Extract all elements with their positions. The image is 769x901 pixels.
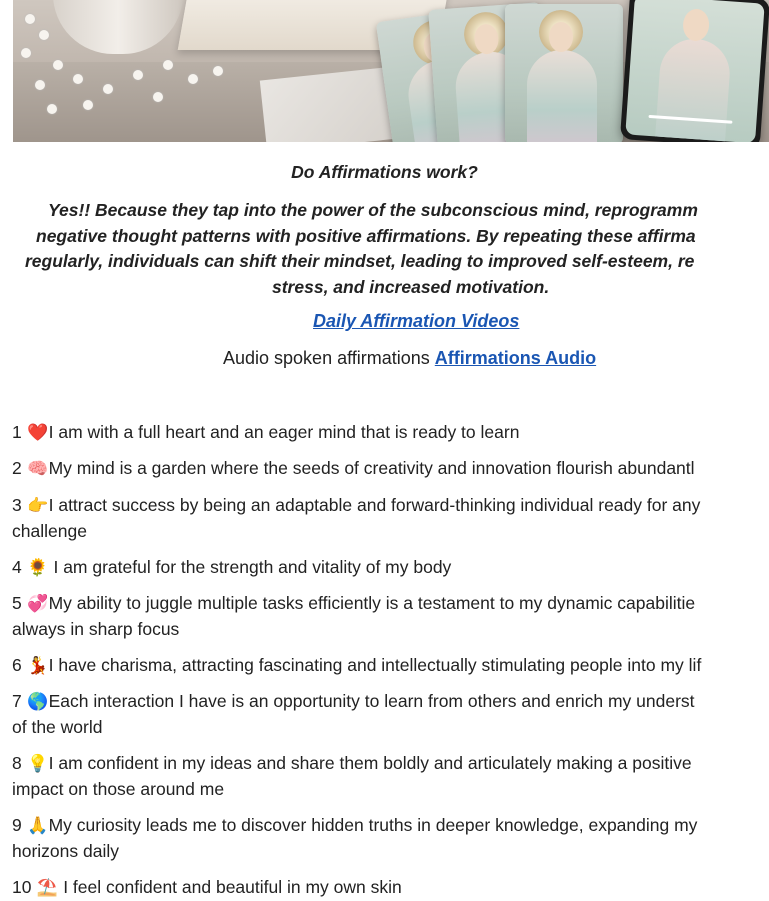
emoji-icon: ❤️ xyxy=(27,423,49,442)
list-item xyxy=(12,591,769,642)
item-text: I feel confident and beautiful in my own skin xyxy=(58,877,402,897)
item-text: impact on those around me xyxy=(12,778,225,799)
item-number: 8 xyxy=(12,753,22,773)
list-item xyxy=(12,420,769,446)
item-number: 4 xyxy=(12,557,22,577)
emoji-icon: 🌎 xyxy=(27,692,49,711)
list-item xyxy=(12,456,769,482)
emoji-icon: ⛱️ xyxy=(36,878,58,897)
item-text: I attract success by being an adaptable and forward-thinking individual ready for any xyxy=(48,495,701,515)
emoji-icon: 🙏 xyxy=(27,816,49,835)
affirmations-audio-link[interactable]: Affirmations Audio xyxy=(434,348,597,368)
banner-image xyxy=(13,0,769,142)
intro-paragraph xyxy=(0,198,769,300)
intro-line: negative thought patterns with positive affirmations. By repeating these affirma xyxy=(36,225,696,246)
item-text: My mind is a garden where the seeds of creativity and innovation flourish abundantl xyxy=(48,458,695,478)
intro-line: regularly, individuals can shift their mindset, leading to improved self-esteem, re xyxy=(25,251,695,271)
daily-affirmation-videos-link[interactable]: Daily Affirmation Videos xyxy=(313,311,520,331)
item-number: 7 xyxy=(12,691,22,711)
emoji-icon: 👉 xyxy=(27,496,49,515)
item-text: My ability to juggle multiple tasks efficiently is a testament to my dynamic capabilitie xyxy=(48,593,696,613)
emoji-icon: 💞 xyxy=(27,594,49,613)
list-item xyxy=(12,813,769,864)
item-text: challenge xyxy=(12,520,87,541)
list-item xyxy=(12,653,769,679)
list-item xyxy=(12,751,769,802)
item-text: always in sharp focus xyxy=(12,618,180,639)
item-number: 6 xyxy=(12,655,22,675)
item-text: of the world xyxy=(12,716,103,737)
list-item xyxy=(12,689,769,740)
emoji-icon: 💃 xyxy=(27,656,49,675)
page-heading: Do Affirmations work? xyxy=(291,162,478,182)
item-number: 1 xyxy=(12,422,22,442)
videos-line xyxy=(313,311,519,332)
banner-card xyxy=(505,4,623,142)
item-text: My curiosity leads me to discover hidden truths in deeper knowledge, expanding my xyxy=(48,815,698,835)
emoji-icon: 🧠 xyxy=(27,459,49,478)
list-item xyxy=(12,555,769,581)
item-text: I am grateful for the strength and vitality of my body xyxy=(48,557,452,577)
intro-line: Yes!! Because they tap into the power of the subconscious mind, reprogramm xyxy=(48,200,698,220)
item-text: I have charisma, attracting fascinating and intellectually stimulating people into my lif xyxy=(48,655,702,675)
intro-line: stress, and increased motivation. xyxy=(272,276,550,297)
audio-prefix: Audio spoken affirmations xyxy=(223,348,435,368)
emoji-icon: 💡 xyxy=(27,754,49,773)
item-number: 5 xyxy=(12,593,22,613)
audio-line xyxy=(223,348,596,369)
item-text: Each interaction I have is an opportunity to learn from others and enrich my underst xyxy=(48,691,695,711)
banner-phone xyxy=(620,0,769,142)
emoji-icon: 🌻 xyxy=(27,558,49,577)
list-item xyxy=(12,875,769,901)
item-text: I am with a full heart and an eager mind that is ready to learn xyxy=(48,422,520,442)
item-text: horizons daily xyxy=(12,840,119,861)
list-item xyxy=(12,493,769,544)
item-number: 3 xyxy=(12,495,22,515)
item-number: 9 xyxy=(12,815,22,835)
item-number: 2 xyxy=(12,458,22,478)
item-number: 10 xyxy=(12,877,32,897)
item-text: I am confident in my ideas and share them boldly and articulately making a positive xyxy=(48,753,692,773)
